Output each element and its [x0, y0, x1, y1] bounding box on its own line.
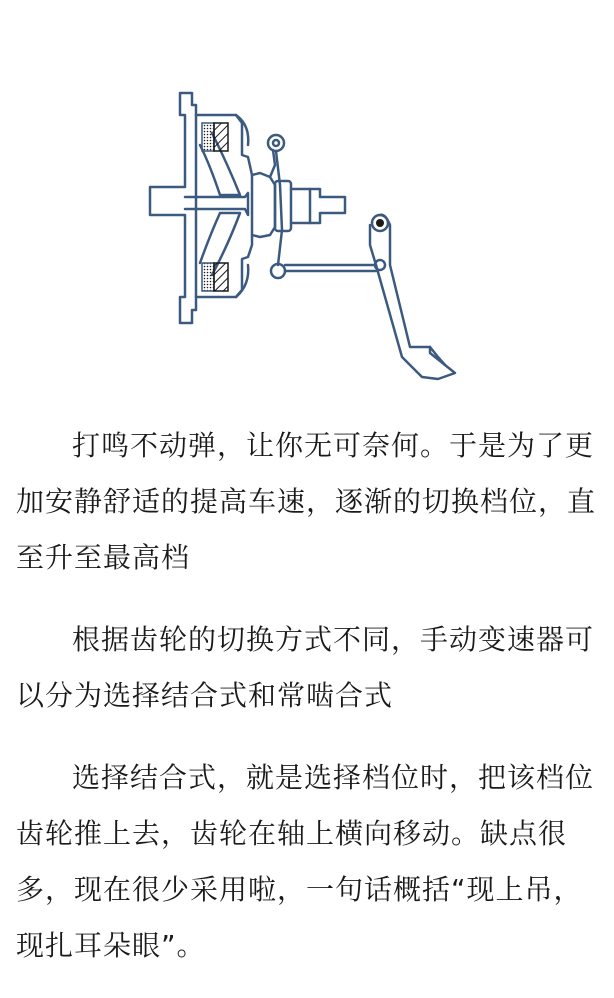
paragraph-shifting-gears: 打鸣不动弹，让你无可奈何。于是为了更加安静舒适的提高车速，逐渐的切换档位，直至升至最高档 [16, 429, 597, 574]
pedal-pivot-icon [376, 219, 384, 227]
paragraph-selective-sliding: 选择结合式，就是选择档位时，把该档位齿轮推上去，齿轮在轴上横向移动。缺点很多，现在很少采用啦，一句话概括“现上吊，现扎耳朵眼”。 [16, 761, 595, 962]
paragraph-transmission-types: 根据齿轮的切换方式不同，手动变速器可以分为选择结合式和常啮合式 [16, 623, 595, 712]
clutch-mechanism-illustration [140, 85, 480, 385]
clutch-diagram [140, 85, 480, 385]
